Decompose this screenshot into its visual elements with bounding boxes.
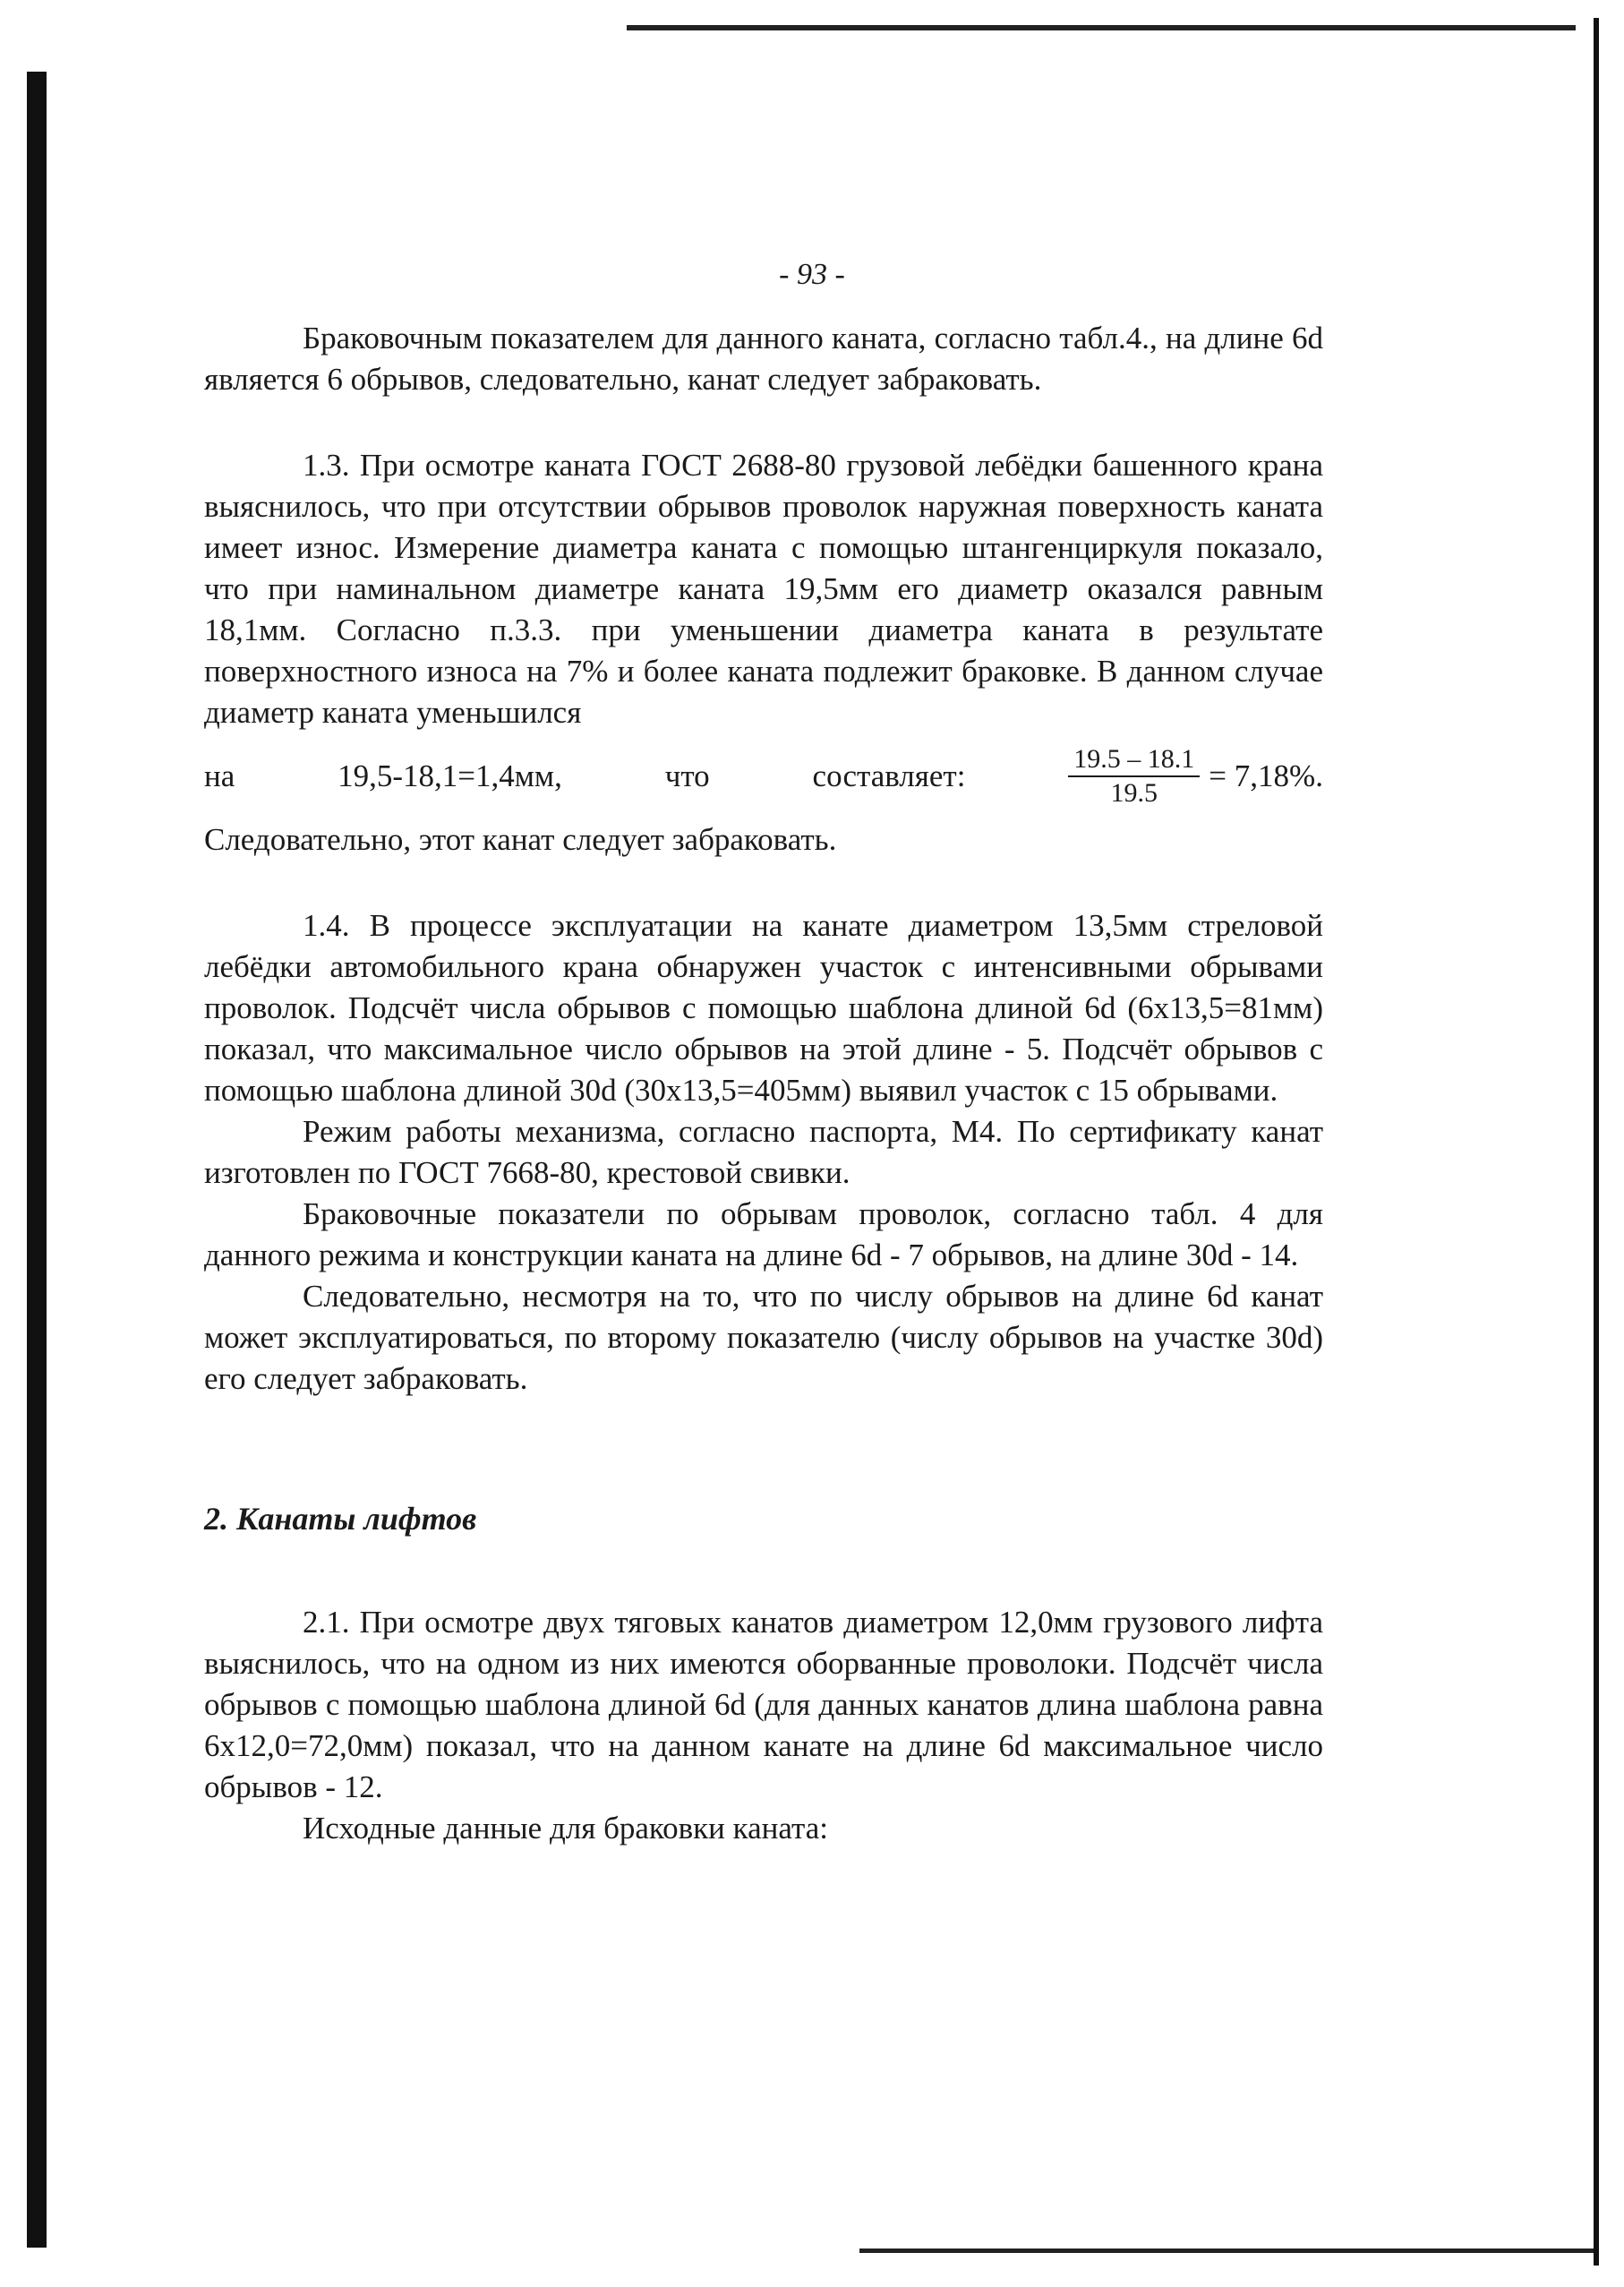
formula-fraction-group — [1068, 743, 1323, 809]
paragraph-1-3-conclusion: Следовательно, этот канат следует забраковать. — [204, 822, 837, 857]
fraction-denominator: 19.5 — [1110, 778, 1158, 808]
paragraph-1-4-conclusion: Следовательно, несмотря на то, что по числу обрывов на длине 6d канат может эксплуатироваться, по второму показателю (числу обрывов на участке 30d) его следует забраковать. — [204, 1279, 1323, 1396]
formula-line — [204, 733, 1323, 819]
paragraph-2-1-data: Исходные данные для браковки каната: — [303, 1811, 829, 1846]
paragraph-1-4-criteria: Браковочные показатели по обрывам проволок, согласно табл. 4 для данного режима и конструкции каната на длине 6d - 7 обрывов, на длине 30d - 14. — [204, 1196, 1323, 1272]
formula-what: что — [664, 758, 710, 793]
paragraph-intro: Браковочным показателем для данного каната, согласно табл.4., на длине 6d является 6 обрывов, следовательно, канат следует забраковать. — [204, 321, 1323, 397]
paragraph-2-1: 2.1. При осмотре двух тяговых канатов диаметром 12,0мм грузового лифта выяснилось, что на одном из них имеются оборванные проволоки. Подсчёт числа обрывов с помощью шаблона длиной 6d (для данных канатов длина шаблона равна 6х12,0=72,0мм) показал, что на данном канате на длине 6d максимальное число обрывов - 12. — [204, 1605, 1323, 1804]
formula-prefix: на — [204, 758, 235, 793]
formula-difference: 19,5-18,1=1,4мм, — [338, 758, 562, 793]
scan-border-top — [627, 25, 1576, 30]
scan-border-bottom — [859, 2248, 1594, 2253]
formula-makes: составляет: — [812, 758, 966, 793]
scan-border-right — [1594, 18, 1599, 2266]
paragraph-1-4: 1.4. В процессе эксплуатации на канате диаметром 13,5мм стреловой лебёдки автомобильного крана обнаружен участок с интенсивными обрывами проволок. Подсчёт числа обрывов с помощью шаблона длиной 6d (6х13,5=81мм) показал, что максимальное число обрывов на этой длине - 5. Подсчёт обрывов с помощью шаблона длиной 30d (30х13,5=405мм) выявил участок с 15 обрывами. — [204, 908, 1323, 1108]
formula-result: = 7,18%. — [1209, 758, 1323, 793]
scan-border-left — [27, 72, 47, 2248]
paragraph-1-3: 1.3. При осмотре каната ГОСТ 2688-80 грузовой лебёдки башенного крана выяснилось, что при отсутствии обрывов проволок наружная поверхность каната имеет износ. Измерение диаметра каната с помощью штангенциркуля показало, что при наминальном диаметре каната 19,5мм его диаметр оказался равным 18,1мм. Согласно п.3.3. при уменьшении диаметра каната в результате поверхностного износа на 7% и более каната подлежит браковке. В данном случае диаметр каната уменьшился — [204, 448, 1323, 730]
page-number: - 93 - — [779, 258, 845, 291]
paragraph-1-4-mode: Режим работы механизма, согласно паспорта, М4. По сертификату канат изготовлен по ГОСТ 7668-80, крестовой свивки. — [204, 1114, 1323, 1190]
page-body — [204, 318, 1323, 1849]
fraction-numerator: 19.5 – 18.1 — [1068, 743, 1200, 777]
section-2-heading: 2. Канаты лифтов — [204, 1501, 477, 1537]
formula-fraction — [1068, 743, 1200, 809]
